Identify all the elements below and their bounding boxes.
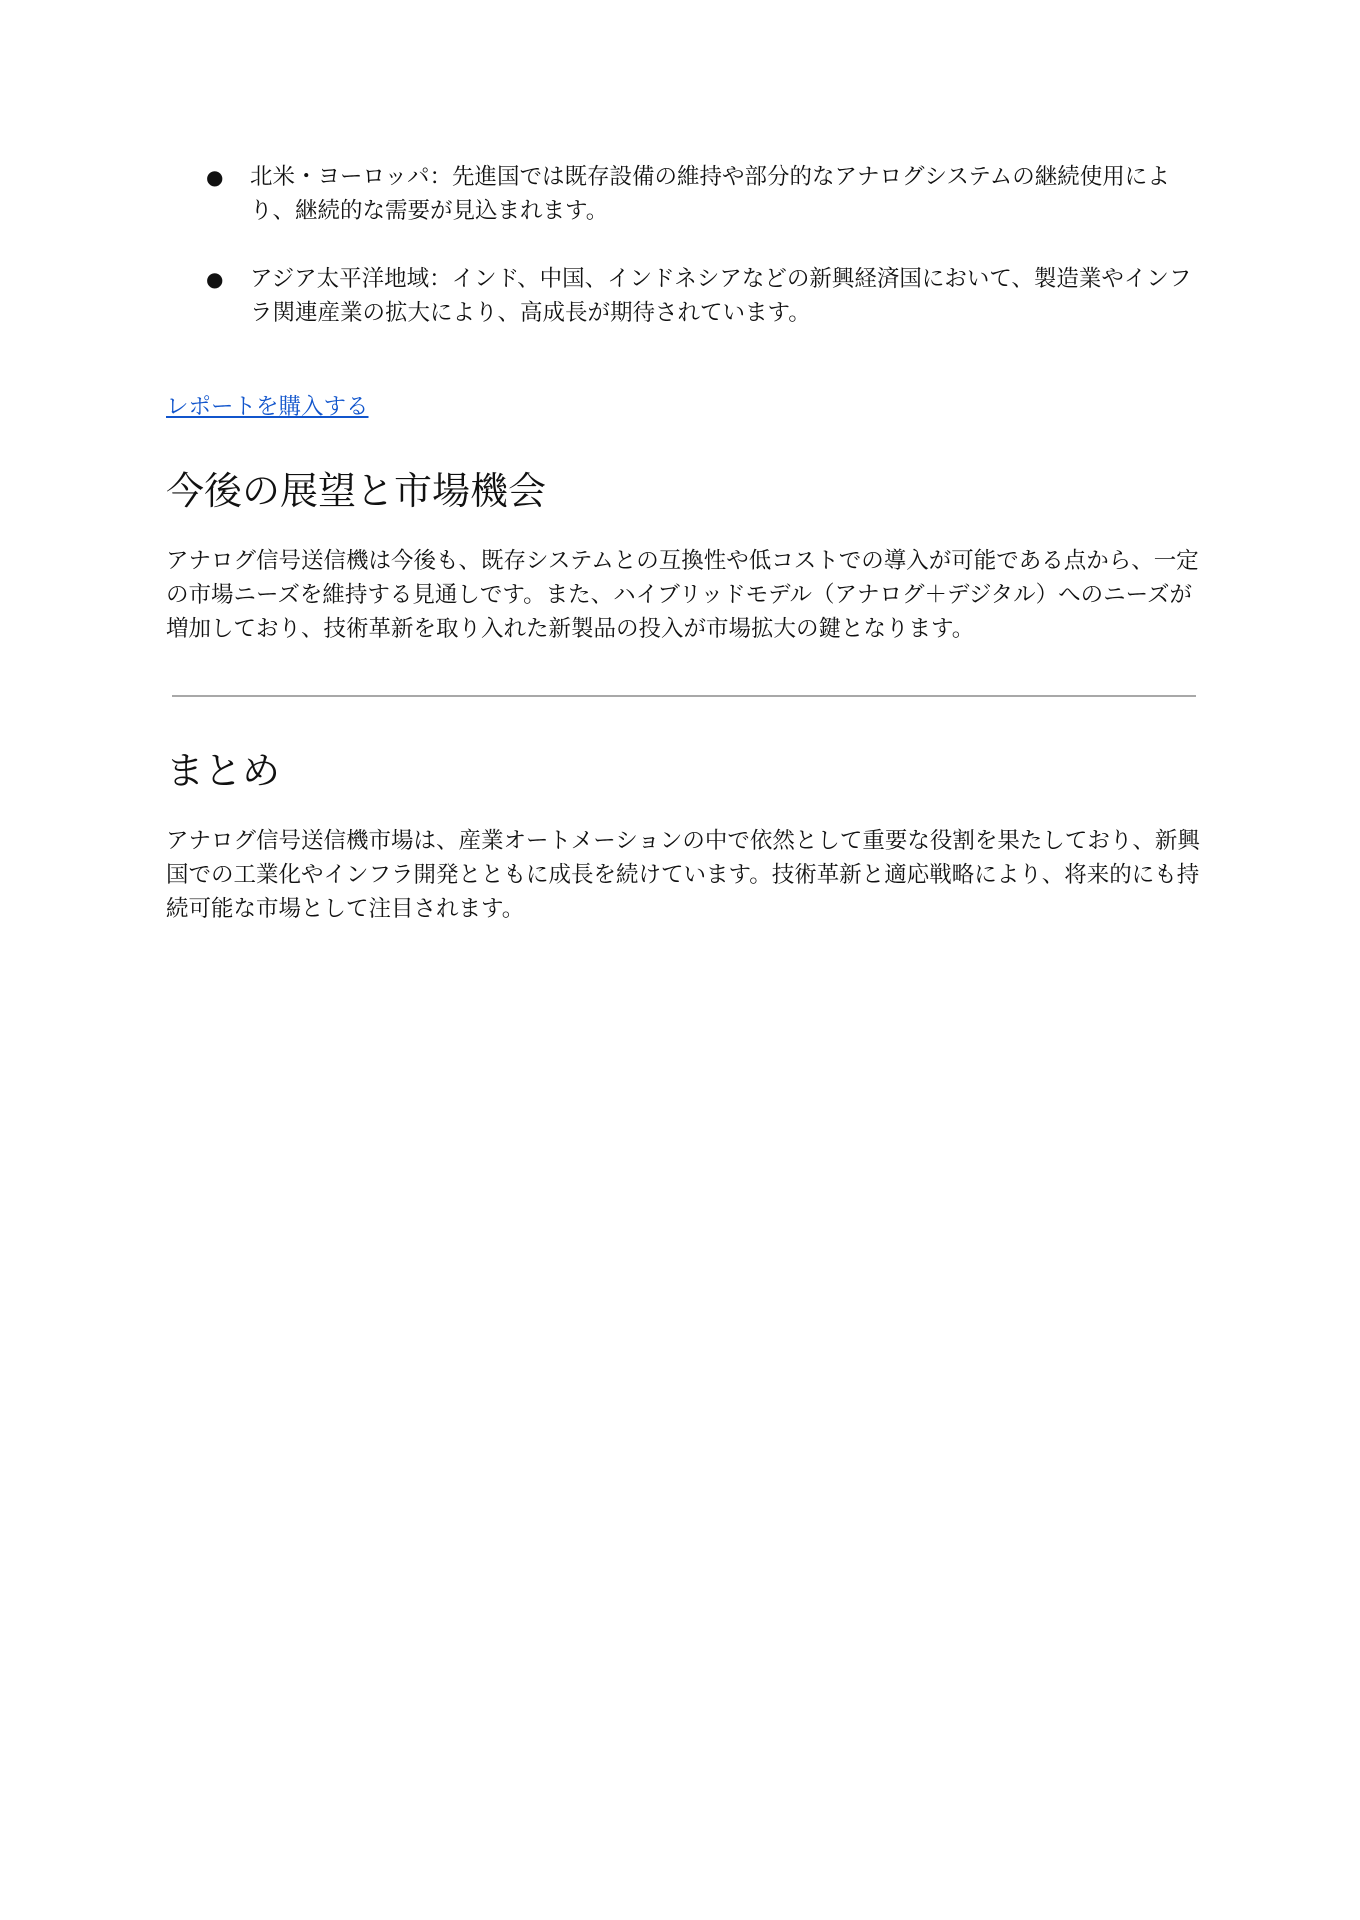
section-heading-outlook: 今後の展望と市場機会 [166,469,547,513]
section-divider [172,695,1196,697]
bullet-icon: ● [206,267,224,291]
buy-report-link[interactable]: レポートを購入する [166,394,369,420]
list-item [206,262,1206,330]
bullet-icon: ● [206,165,224,189]
regional-bullet-list [206,160,1206,364]
list-item-text: アジア太平洋地域：インド、中国、インドネシアなどの新興経済国において、製造業やインフラ関連産業の拡大により、高成長が期待されています。 [250,266,1192,326]
list-item-text: 北米・ヨーロッパ：先進国では既存設備の維持や部分的なアナログシステムの継続使用により、継続的な需要が見込まれます。 [250,164,1170,224]
summary-paragraph: アナログ信号送信機市場は、産業オートメーションの中で依然として重要な役割を果たしており、新興国での工業化やインフラ開発とともに成長を続けています。技術革新と適応戦略により、将来的にも持続可能な市場として注目されます。 [166,828,1200,922]
section-heading-summary: まとめ [166,749,281,793]
list-item [206,160,1206,228]
outlook-paragraph: アナログ信号送信機は今後も、既存システムとの互換性や低コストでの導入が可能である点から、一定の市場ニーズを維持する見通しです。また、ハイブリッドモデル（アナログ＋デジタル）へのニーズが増加しており、技術革新を取り入れた新製品の投入が市場拡大の鍵となります。 [166,548,1199,642]
